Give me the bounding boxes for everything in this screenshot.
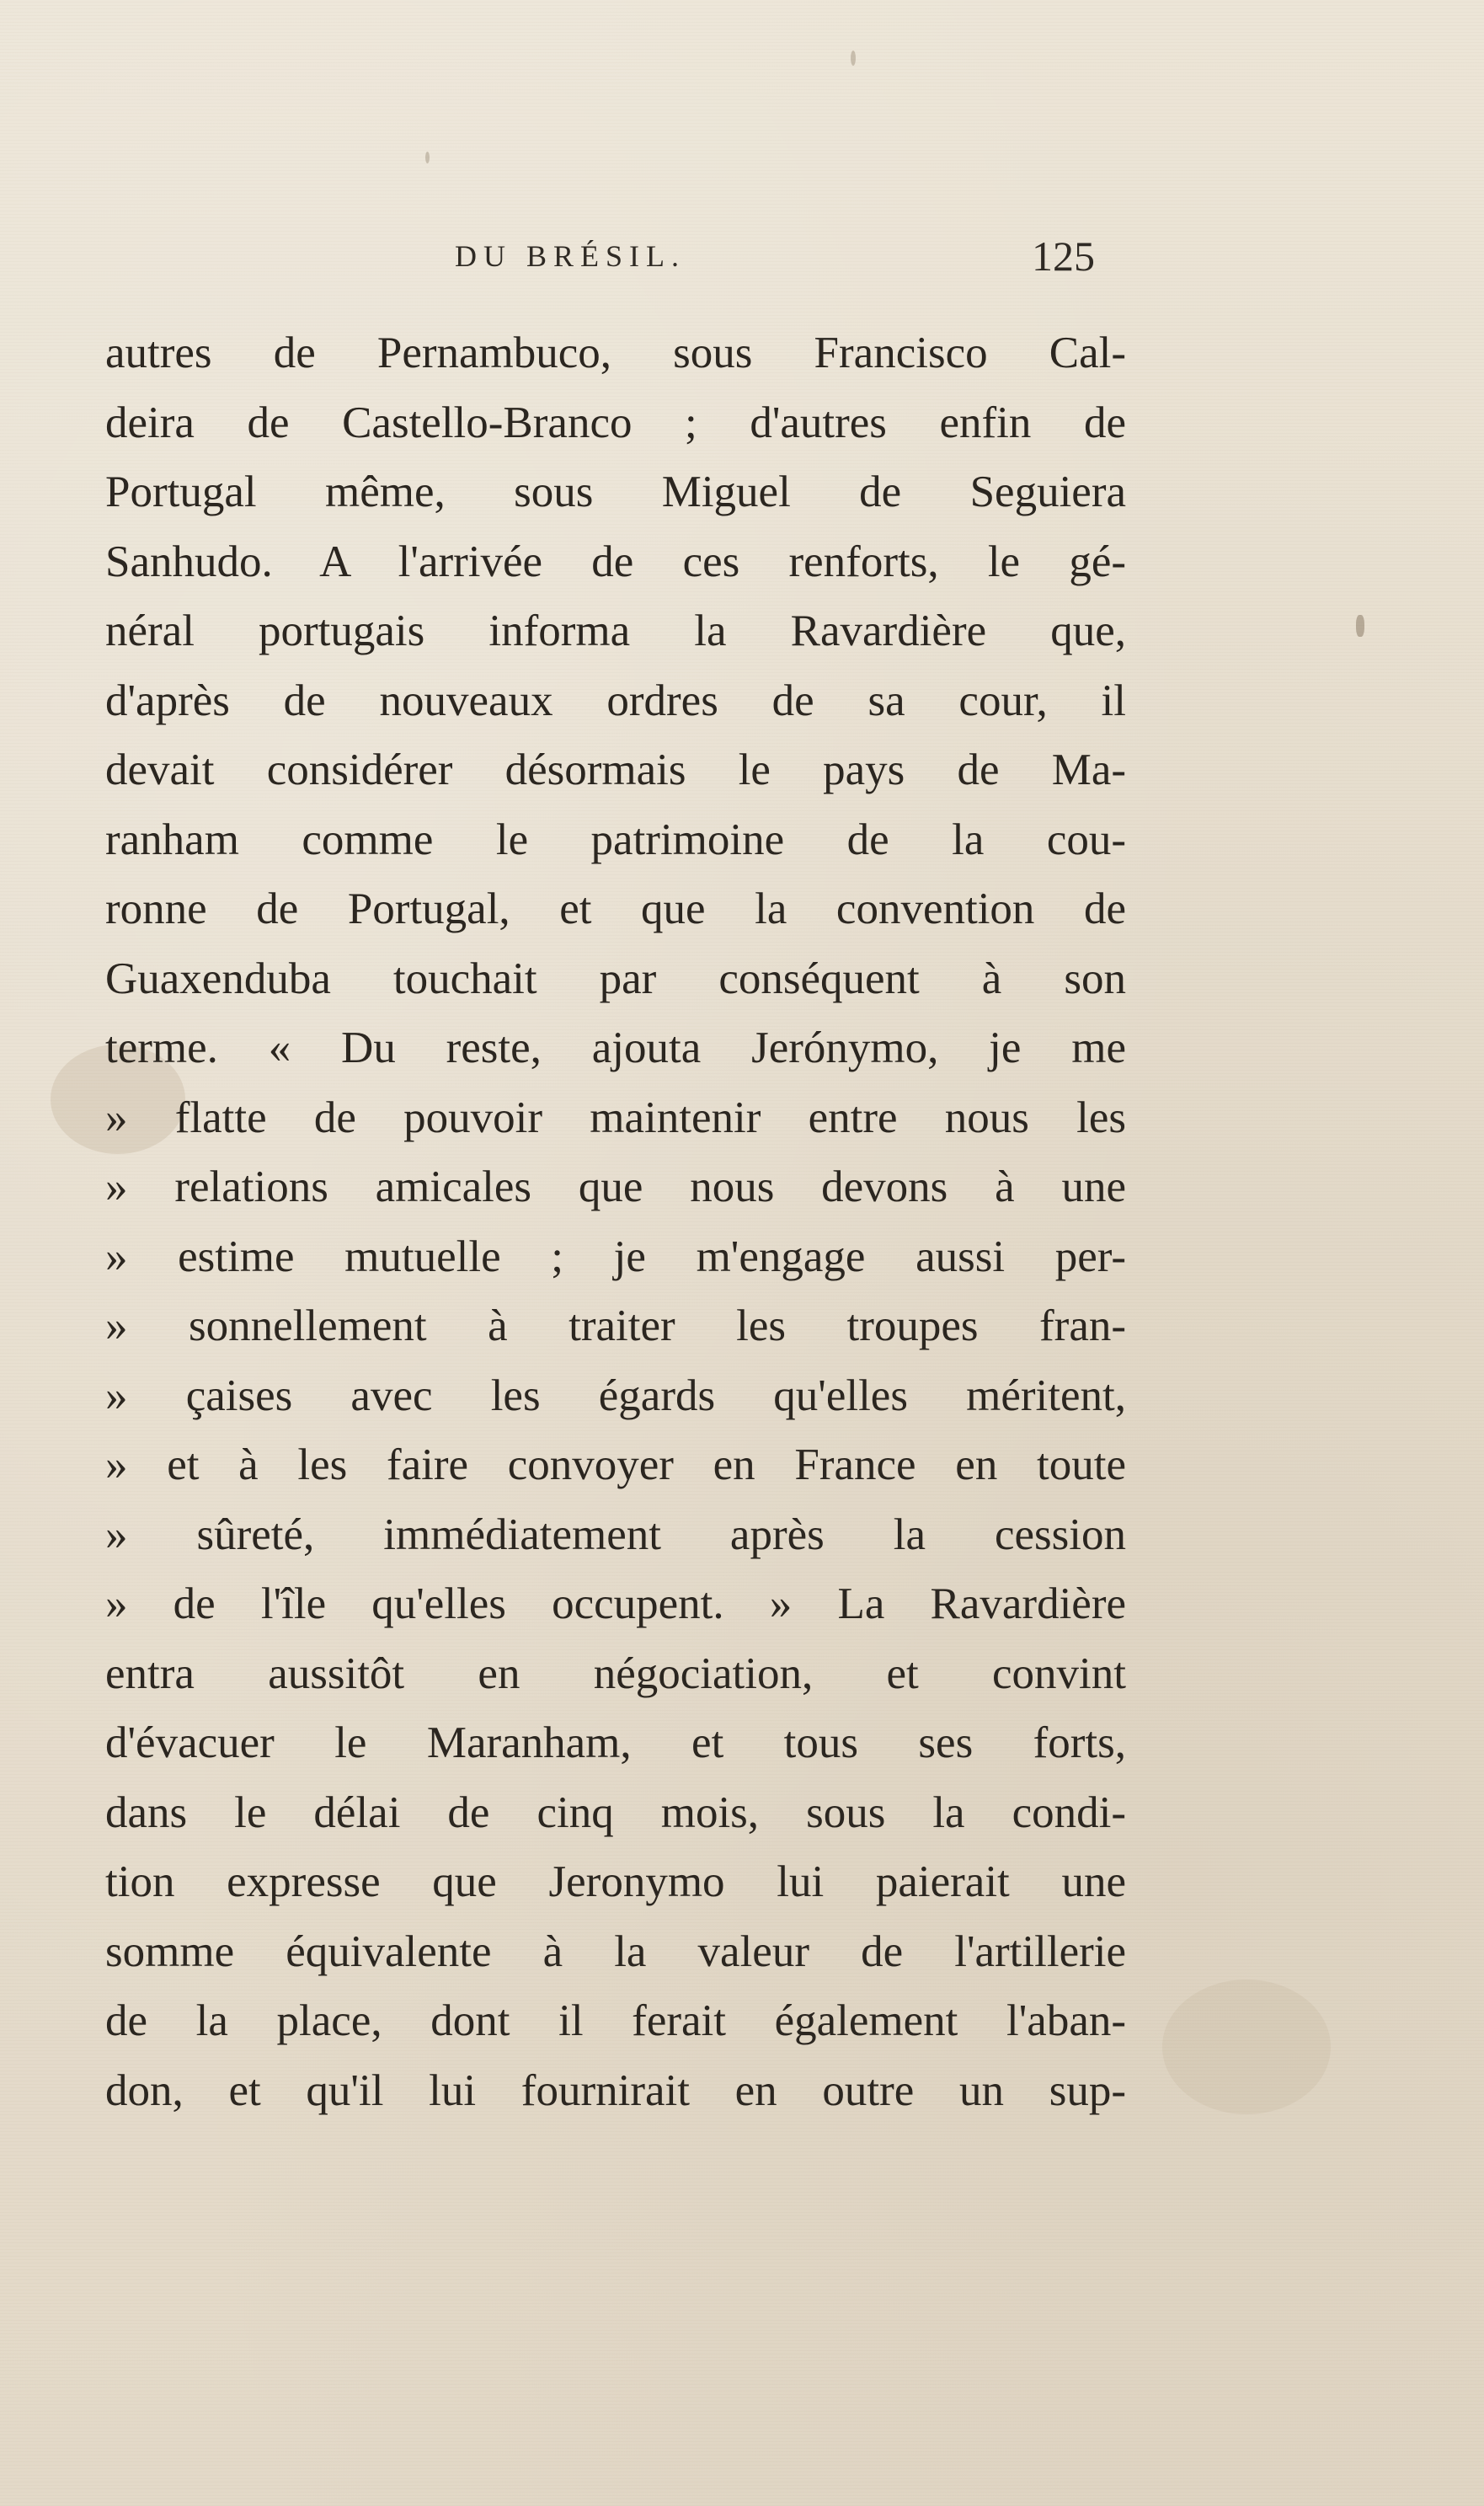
text-line: » et à les faire convoyer en France en toute [105,1440,1126,1489]
text-line: dans le délai de cinq mois, sous la condi- [105,1787,1126,1837]
text-line: terme. « Du reste, ajouta Jerónymo, je me [105,1023,1126,1072]
body-text [105,318,1126,2125]
text-line: Portugal même, sous Miguel de Seguiera [105,468,1126,516]
paper-stain [851,51,856,66]
text-line: Guaxenduba touchait par conséquent à son [105,954,1126,1003]
text-line: » sûreté, immédiatement après la cession [105,1509,1126,1559]
paper-stain [1162,1980,1331,2114]
text-line: de la place, dont il ferait également l'aban- [105,1996,1126,2045]
text-line: entra aussitôt en négociation, et convint [105,1648,1126,1698]
text-line: » estime mutuelle ; je m'engage aussi per- [105,1232,1126,1281]
text-line: » flatte de pouvoir maintenir entre nous les [105,1093,1126,1142]
text-line: somme équivalente à la valeur de l'artillerie [105,1926,1126,1976]
text-line: » sonnellement à traiter les troupes fran- [105,1301,1126,1350]
text-line: tion expresse que Jeronymo lui paierait une [105,1857,1126,1906]
text-line: ronne de Portugal, et que la convention de [105,884,1126,933]
text-line: » relations amicales que nous devons à une [105,1162,1126,1211]
text-line: don, et qu'il lui fournirait en outre un sup- [105,2065,1126,2115]
text-line: ranham comme le patrimoine de la cou- [105,815,1126,864]
page-number: 125 [1032,232,1095,280]
text-line: Sanhudo. A l'arrivée de ces renforts, le gé- [105,537,1126,586]
text-line: » çaises avec les égards qu'elles méritent, [105,1371,1126,1420]
text-line: deira de Castello-Branco ; d'autres enfin de [105,398,1126,447]
paper-stain [425,152,430,163]
text-line: devait considérer désormais le pays de Ma- [105,745,1126,794]
text-line: d'après de nouveaux ordres de sa cour, il [105,676,1126,725]
text-line: » de l'île qu'elles occupent. » La Ravardière [105,1579,1126,1628]
running-head: DU BRÉSIL. [455,239,686,273]
paper-stain [1356,615,1364,637]
text-line: d'évacuer le Maranham, et tous ses forts, [105,1718,1126,1767]
text-line: autres de Pernambuco, sous Francisco Cal- [105,329,1126,377]
text-line: néral portugais informa la Ravardière que, [105,606,1126,655]
